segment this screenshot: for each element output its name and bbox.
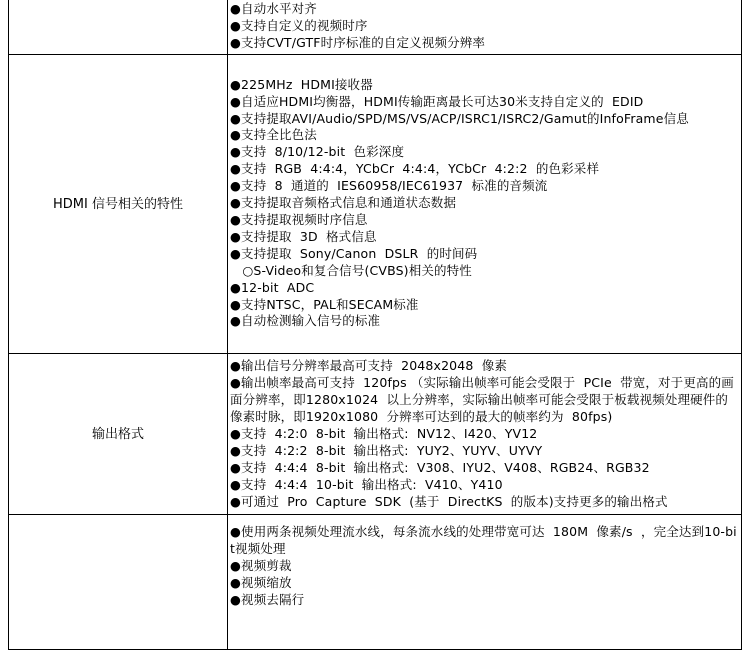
row-4-label xyxy=(9,515,228,650)
spec-table xyxy=(8,0,742,650)
row-2-content xyxy=(228,54,742,354)
list-item: ●输出帧率最高可支持 120fps （实际输出帧率可能会受限于 PCIe 带宽，对于更高的画面分辨率，即1280x1024 以上分辨率，实际输出帧率可能会受限于板载视频处理硬件的像素时脉，即1920x1080 分辨率可达到的最大的帧率约为 80fps) xyxy=(230,375,734,425)
list-item: ●支持提取音频格式信息和通道状态数据 xyxy=(230,195,457,211)
list-item: ●输出信号分辨率最高可支持 2048x2048 像素 xyxy=(230,358,508,374)
table-row-1 xyxy=(9,0,742,54)
list-item: ●支持 4:2:2 8-bit 输出格式: YUY2、YUYV、UYVY xyxy=(230,442,543,458)
row-1-label xyxy=(9,0,228,54)
list-item: ●支持 8/10/12-bit 色彩深度 xyxy=(230,144,405,160)
list-item: ●可通过 Pro Capture SDK (基于 DirectKS 的版本)支持更多的输出格式 xyxy=(230,493,668,509)
row-2-label: HDMI 信号相关的特性 xyxy=(9,54,228,354)
list-item: ●视频剪裁 xyxy=(230,558,292,574)
table-row-3 xyxy=(9,354,742,515)
row-4-content xyxy=(228,515,742,650)
row-3-content xyxy=(228,354,742,515)
list-item: ●支持 4:4:4 10-bit 输出格式: V410、Y410 xyxy=(230,476,503,492)
row-1-content xyxy=(228,0,742,54)
list-item: ●支持CVT/GTF时序标准的自定义视频分辨率 xyxy=(230,34,486,50)
list-item: ●支持提取视频时序信息 xyxy=(230,211,368,227)
list-item: ●支持自定义的视频时序 xyxy=(230,17,368,33)
table-row-4 xyxy=(9,515,742,650)
list-item: ●支持NTSC，PAL和SECAM标准 xyxy=(230,296,419,312)
list-item: ●自动检测输入信号的标准 xyxy=(230,313,381,329)
list-item: ●支持 RGB 4:4:4，YCbCr 4:4:4，YCbCr 4:2:2 的色彩采样 xyxy=(230,161,600,177)
list-item: ●视频缩放 xyxy=(230,575,292,591)
list-item: ●支持 4:4:4 8-bit 输出格式: V308、IYU2、V408、RGB24、RGB32 xyxy=(230,459,650,475)
list-item: ●视频去隔行 xyxy=(230,592,305,608)
list-item: ●支持提取AVI/Audio/SPD/MS/VS/ACP/ISRC1/ISRC2/Gamut的InfoFrame信息 xyxy=(230,110,689,126)
list-item: ●支持 8 通道的 IES60958/IEC61937 标准的音频流 xyxy=(230,178,548,194)
list-item: ●支持提取 Sony/Canon DSLR 的时间码 xyxy=(230,245,478,261)
row-3-label: 输出格式 xyxy=(9,354,228,515)
list-item: ●225MHz HDMI接收器 xyxy=(230,76,373,92)
list-item: ●支持全比色法 xyxy=(230,127,317,143)
list-item: ●支持 4:2:0 8-bit 输出格式: NV12、I420、YV12 xyxy=(230,425,538,441)
table-row-2 xyxy=(9,54,742,354)
list-item: ●12-bit ADC xyxy=(230,279,315,295)
list-item: ●自适应HDMI均衡器，HDMI传输距离最长可达30米支持自定义的 EDID xyxy=(230,93,644,109)
list-item: ●支持提取 3D 格式信息 xyxy=(230,228,377,244)
list-item: ●使用两条视频处理流水线，每条流水线的处理带宽可达 180M 像素/s ，完全达到10-bit视频处理 xyxy=(230,524,737,557)
list-item: ●自动水平对齐 xyxy=(230,1,317,16)
list-subheading: ○S-Video和复合信号(CVBS)相关的特性 xyxy=(230,262,472,278)
